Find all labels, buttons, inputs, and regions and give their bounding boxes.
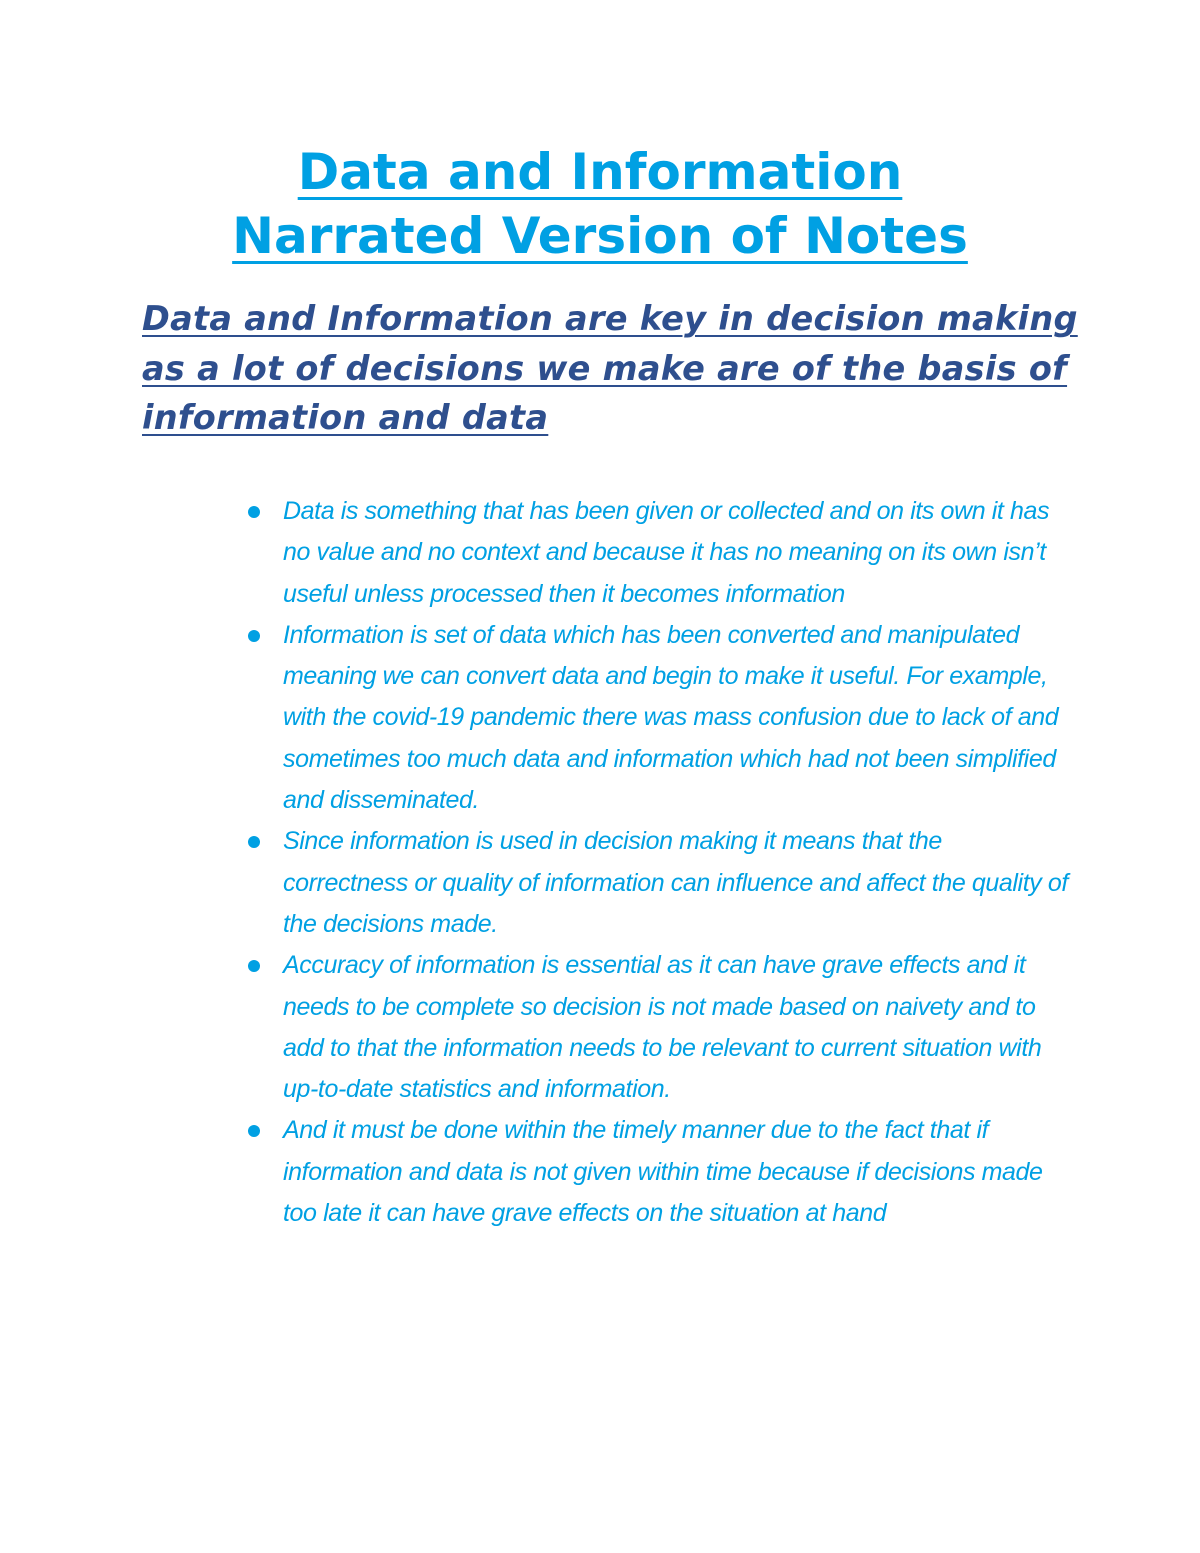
list-item [240, 1110, 1070, 1234]
bullet-dot-icon [248, 506, 260, 518]
page-title [0, 140, 1200, 268]
title-line-1: Data and Information [297, 143, 903, 201]
list-item [240, 945, 1070, 1110]
list-item-text: And it must be done within the timely manner due to the fact that if information and data is not given within time because if decisions made too late it can have grave effects on the situation at hand [283, 1116, 1043, 1228]
list-item [240, 821, 1070, 945]
list-item-text: Data is something that has been given or collected and on its own it has no value and no context and because it has no meaning on its own isn’t useful unless processed then it becomes information [283, 497, 1050, 608]
list-item-text: Information is set of data which has been converted and manipulated meaning we can convert data and begin to make it useful. For example, with the covid-19 pandemic there was mass confusion due to lack of and sometimes too much data and information which had not been simplified and disseminated. [283, 620, 1059, 815]
bullet-dot-icon [248, 630, 260, 642]
subtitle-heading: Data and Information are key in decision making as a lot of decisions we make are of the basis of information and data [142, 299, 1078, 437]
list-item [240, 615, 1070, 821]
bullet-dot-icon [248, 960, 260, 972]
bullet-dot-icon [248, 836, 260, 848]
list-item [240, 491, 1070, 615]
bullet-list [240, 491, 1070, 1234]
list-item-text: Accuracy of information is essential as it can have grave effects and it needs to be complete so decision is not made based on naivety and to add to that the information needs to be relevant to current situation with up-to-date statistics and information. [283, 951, 1042, 1104]
title-line-2: Narrated Version of Notes [232, 207, 968, 265]
list-item-text: Since information is used in decision making it means that the correctness or quality of information can influence and affect the quality of the decisions made. [283, 827, 1068, 938]
bullet-dot-icon [248, 1125, 260, 1137]
